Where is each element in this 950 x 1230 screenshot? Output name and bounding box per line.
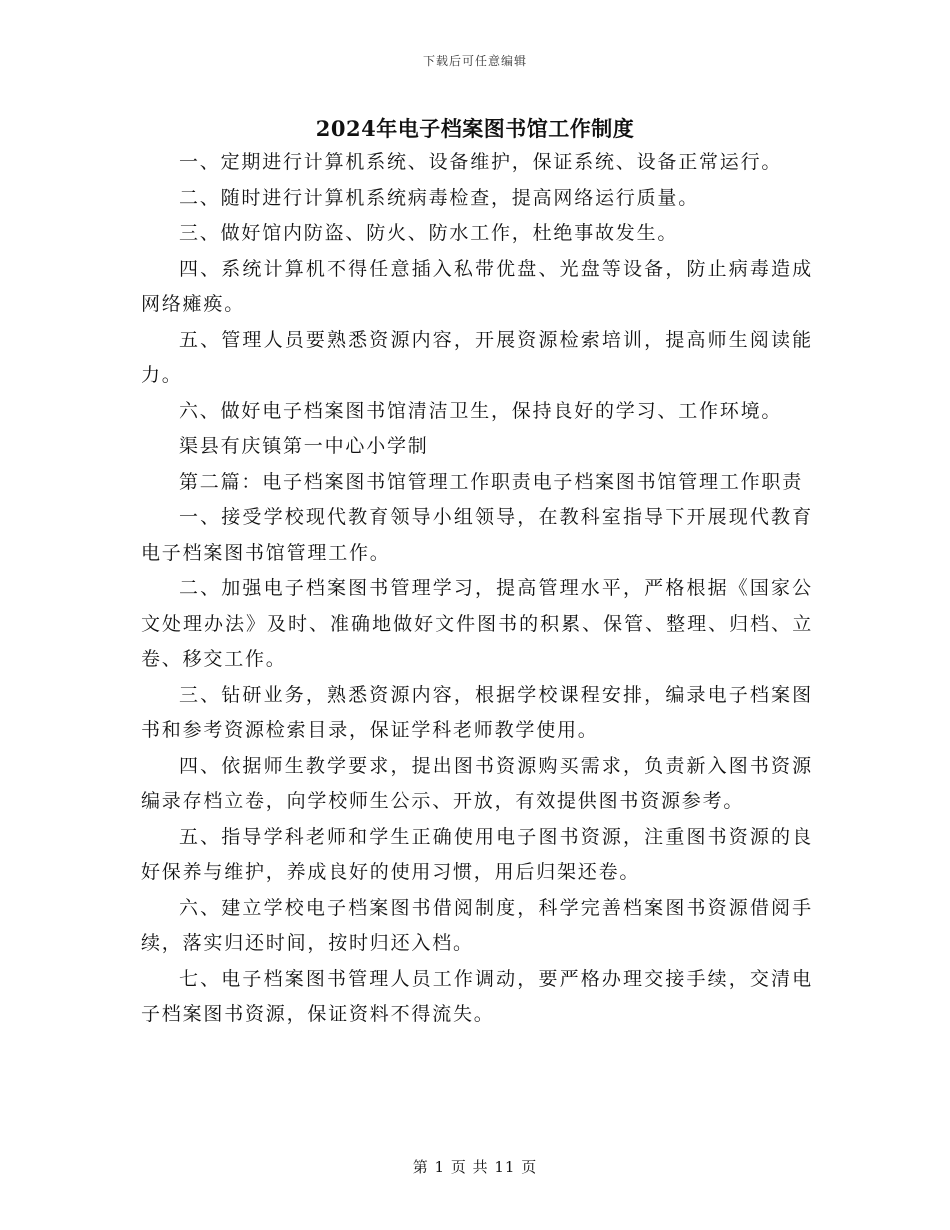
paragraph: 一、定期进行计算机系统、设备维护，保证系统、设备正常运行。 bbox=[179, 151, 783, 173]
page-number: 第 1 页 共 11 页 bbox=[412, 1158, 538, 1176]
paragraph: 四、依据师生教学要求，提出图书资源购买需求，负责新入图书资源编录存档立卷，向学校师生公示、开放，有效提供图书资源参考。 bbox=[141, 754, 813, 812]
signature-line: 渠县有庆镇第一中心小学制 bbox=[179, 435, 429, 457]
paragraph: 三、做好馆内防盗、防火、防水工作，杜绝事故发生。 bbox=[179, 222, 679, 244]
paragraph: 三、钻研业务，熟悉资源内容，根据学校课程安排，编录电子档案图书和参考资源检索目录，保证学科老师教学使用。 bbox=[141, 683, 813, 741]
paragraph: 一、接受学校现代教育领导小组领导，在教科室指导下开展现代教育电子档案图书馆管理工作。 bbox=[141, 506, 813, 564]
section-heading: 第二篇：电子档案图书馆管理工作职责电子档案图书馆管理工作职责 bbox=[179, 470, 804, 493]
paragraph: 二、加强电子档案图书管理学习，提高管理水平，严格根据《国家公文处理办法》及时、准确地做好文件图书的积累、保管、整理、归档、立卷、移交工作。 bbox=[141, 577, 813, 670]
paragraph: 五、指导学科老师和学生正确使用电子图书资源，注重图书资源的良好保养与维护，养成良好的使用习惯，用后归架还卷。 bbox=[141, 825, 813, 883]
paragraph: 五、管理人员要熟悉资源内容，开展资源检索培训，提高师生阅读能力。 bbox=[141, 328, 813, 386]
document-body bbox=[141, 145, 813, 1033]
paragraph: 二、随时进行计算机系统病毒检查，提高网络运行质量。 bbox=[179, 186, 700, 209]
document-title: 2024年电子档案图书馆工作制度 bbox=[315, 116, 635, 141]
paragraph: 七、电子档案图书管理人员工作调动，要严格办理交接手续，交清电子档案图书资源，保证资料不得流失。 bbox=[141, 967, 813, 1025]
paragraph: 六、做好电子档案图书馆清洁卫生，保持良好的学习、工作环境。 bbox=[179, 399, 783, 422]
paragraph: 六、建立学校电子档案图书借阅制度，科学完善档案图书资源借阅手续，落实归还时间，按时归还入档。 bbox=[141, 896, 813, 954]
page-header-note: 下载后可任意编辑 bbox=[422, 54, 527, 68]
paragraph: 四、系统计算机不得任意插入私带优盘、光盘等设备，防止病毒造成网络瘫痪。 bbox=[141, 257, 813, 315]
